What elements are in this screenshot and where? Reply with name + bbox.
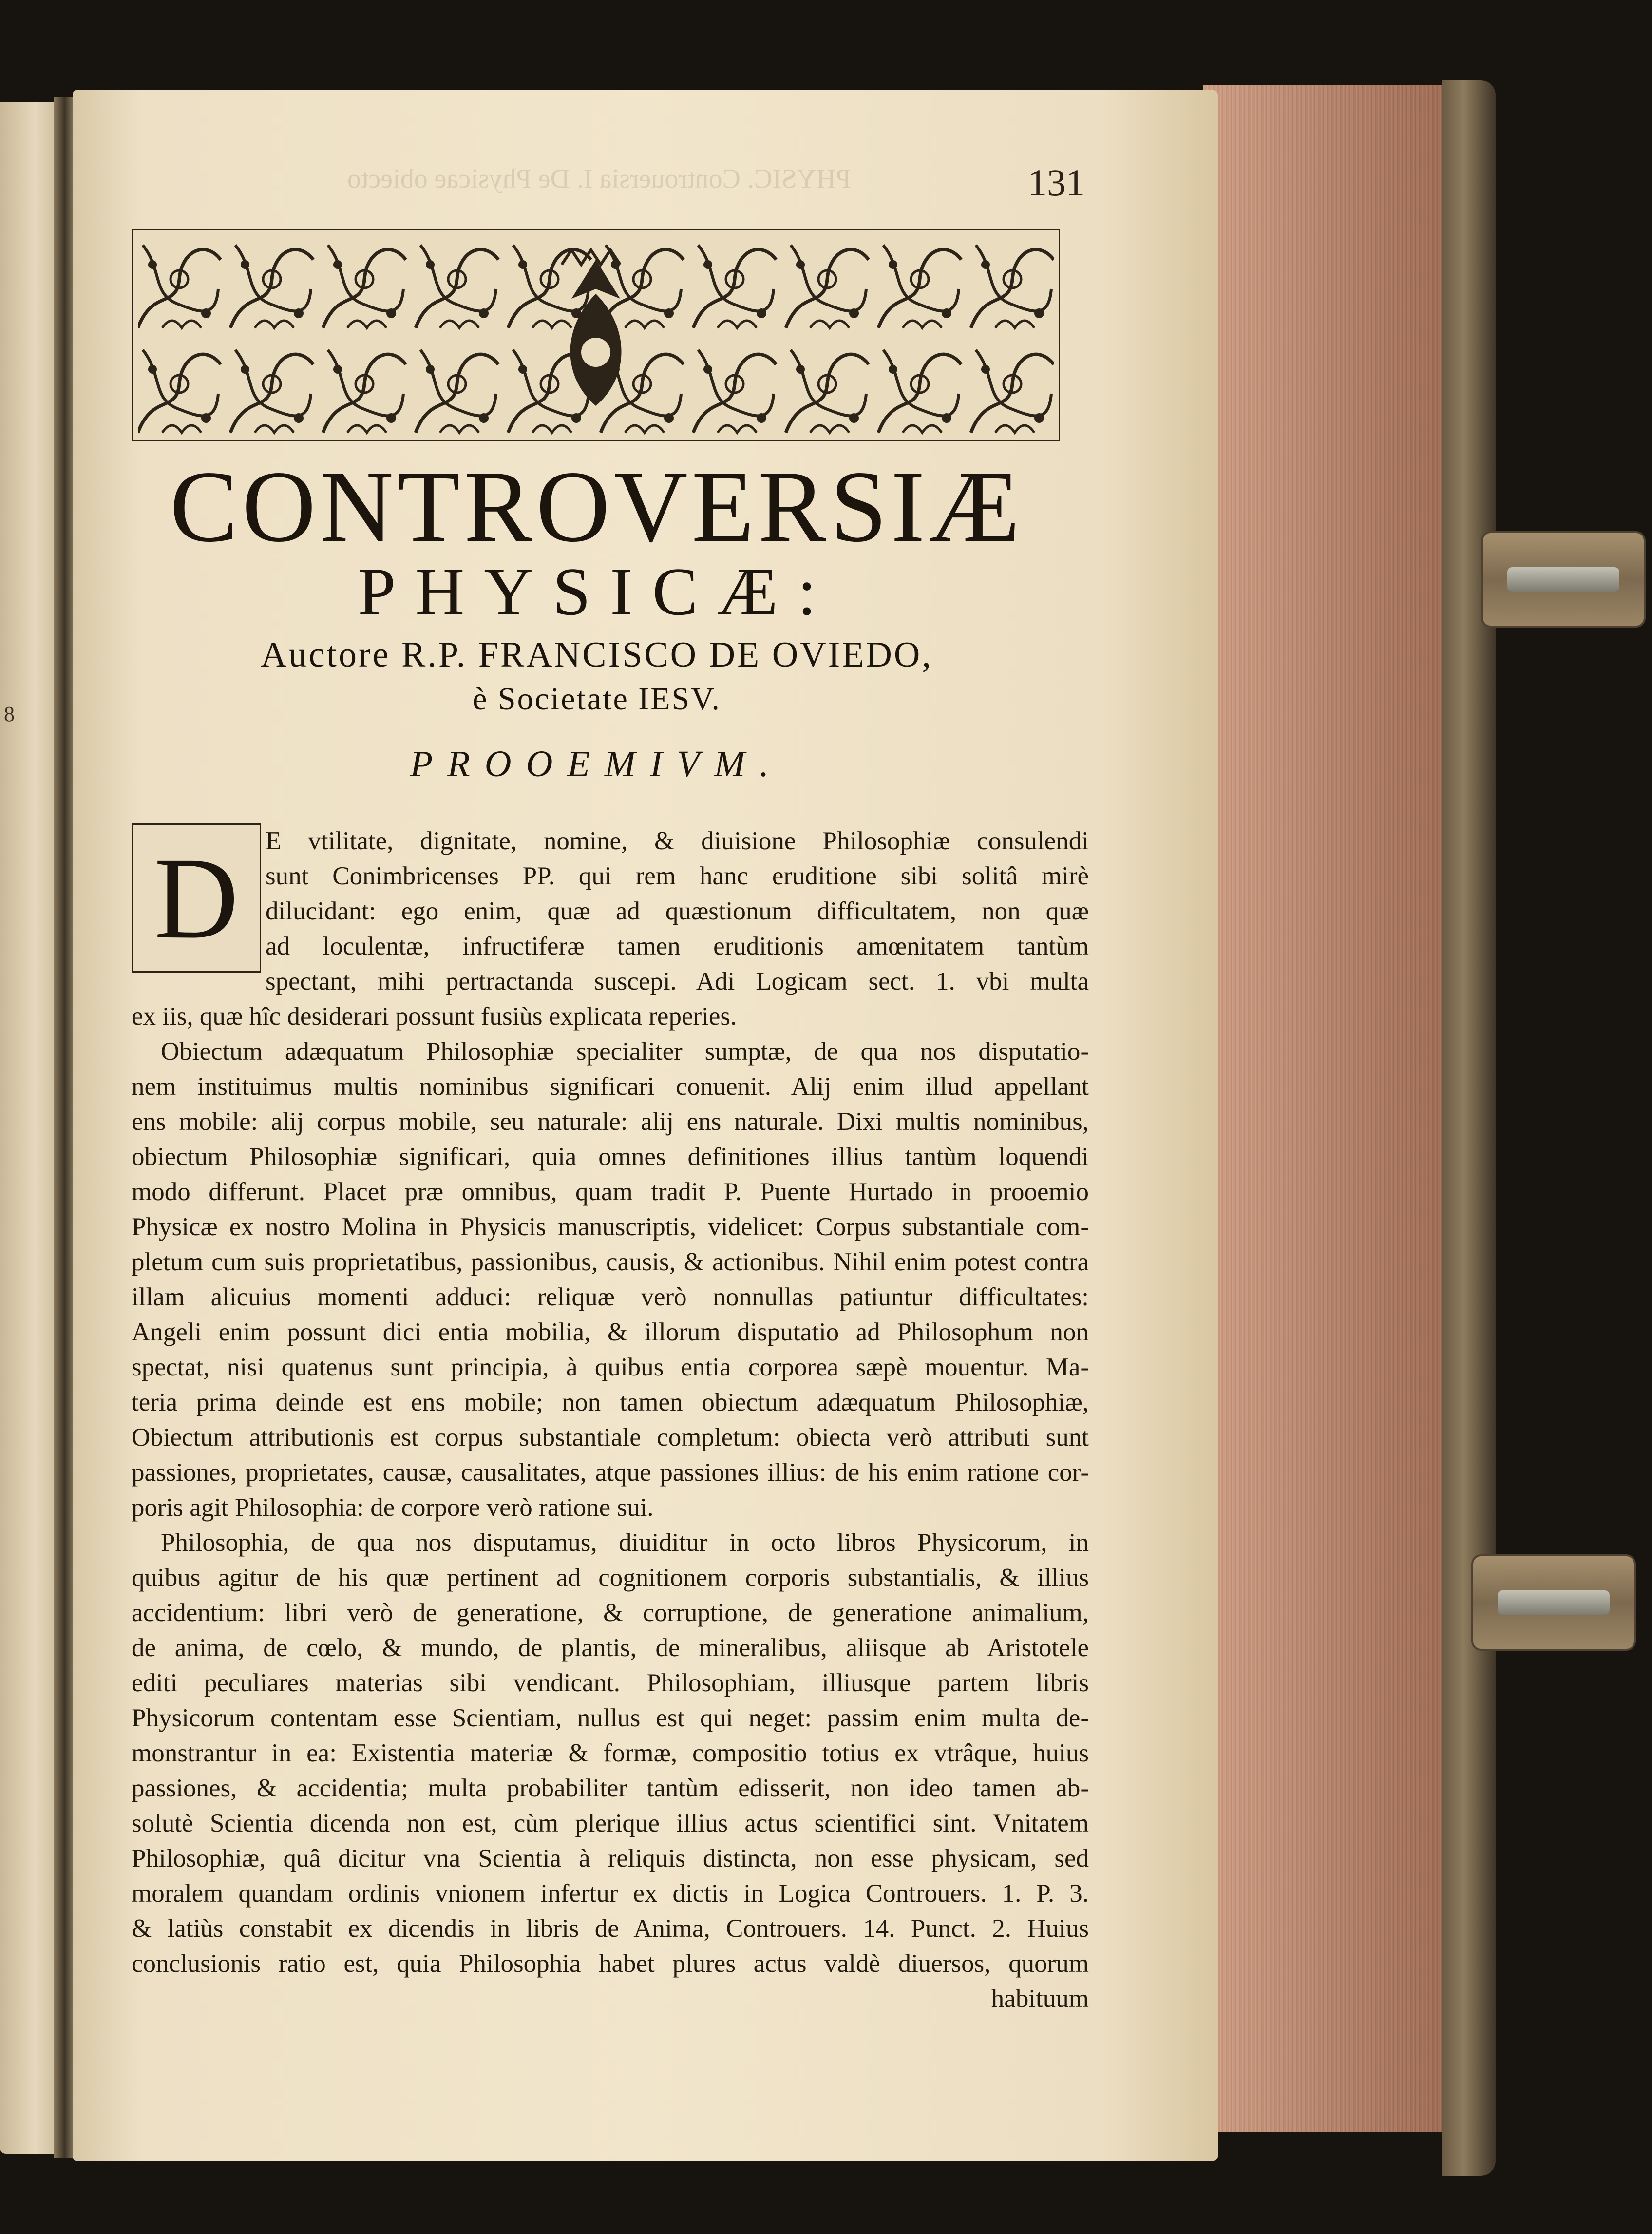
- body-line: solutè Scientia dicenda non est, cùm plerique illius actus scientifici sint. Vnitatem: [132, 1809, 1089, 1837]
- body-line: E vtilitate, dignitate, nomine, & diuisione Philosophiæ consulendi: [266, 827, 1089, 855]
- body-line: dilucidant: ego enim, quæ ad quæstionum difficultatem, non quæ: [266, 897, 1089, 925]
- body-line: modo differunt. Placet præ omnibus, quam tradit P. Puente Hurtado in prooemio: [132, 1178, 1089, 1206]
- body-line: Philosophia, de qua nos disputamus, diuiditur in octo libros Physicorum, in: [161, 1528, 1089, 1557]
- body-line: quibus agitur de his quæ pertinent ad cognitionem corporis substantialis, & illius: [132, 1564, 1089, 1592]
- body-line: monstrantur in ea: Existentia materiæ & formæ, compositio totius ex vtrâque, huius: [132, 1739, 1089, 1767]
- bottom-clasp: [1471, 1554, 1636, 1651]
- body-line: sunt Conimbricenses PP. qui rem hanc eruditione sibi solitâ mirè: [266, 862, 1089, 890]
- body-line: Philosophiæ, quâ dicitur vna Scientia à reliquis distincta, non esse physicam, sed: [132, 1844, 1089, 1872]
- ornamental-headpiece: [132, 229, 1060, 441]
- top-clasp: [1481, 531, 1646, 628]
- body-line: nem instituimus multis nominibus significari conuenit. Alij enim illud appellant: [132, 1072, 1089, 1101]
- body-line: conclusionis ratio est, quia Philosophia habet plures actus valdè diuersos, quorum: [132, 1949, 1089, 1978]
- body-line: de anima, de cœlo, & mundo, de plantis, de mineralibus, aliisque ab Aristotele: [132, 1634, 1089, 1662]
- decorated-initial: [132, 823, 261, 973]
- show-through-running-head: PHYSIC. Controuersia I. De Physicae obiecto: [347, 164, 852, 194]
- body-line: & latiùs constabit ex dicendis in libris de Anima, Controuers. 14. Punct. 2. Huius: [132, 1914, 1089, 1943]
- page-fore-edge: [1203, 85, 1460, 2132]
- body-line: ex iis, quæ hîc desiderari possunt fusiùs explicata reperies.: [132, 1002, 737, 1031]
- initial-letter: D: [154, 833, 239, 963]
- body-line: passiones, proprietates, causæ, causalitates, atque passiones illius: de his enim ratione cor-: [132, 1458, 1089, 1487]
- page-number: 131: [1028, 161, 1085, 204]
- body-line: illam alicuius momenti adduci: reliquæ verò nonnullas patiuntur difficultates:: [132, 1283, 1089, 1311]
- left-page-edge: [0, 102, 58, 2154]
- body-line: Physicæ ex nostro Molina in Physicis manuscriptis, videlicet: Corpus substantiale com-: [132, 1213, 1089, 1241]
- body-line: editi peculiares materias sibi vendicant. Philosophiam, illiusque partem libris: [132, 1669, 1089, 1697]
- body-line: passiones, & accidentia; multa probabiliter tantùm edisserit, non ideo tamen ab-: [132, 1774, 1089, 1802]
- book-title: CONTROVERSIÆ: [170, 450, 1024, 563]
- catchword: habituum: [991, 1985, 1089, 2013]
- body-line: ens mobile: alij corpus mobile, seu naturale: alij ens naturale. Dixi multis nominibus,: [132, 1107, 1089, 1136]
- body-line: Obiectum attributionis est corpus substantiale completum: obiecta verò attributi sunt: [132, 1423, 1089, 1451]
- body-line: spectat, nisi quatenus sunt principia, à quibus entia corporea sæpè mouentur. Ma-: [132, 1353, 1089, 1381]
- body-line: Obiectum adæquatum Philosophiæ specialiter sumptæ, de qua nos disputatio-: [161, 1037, 1089, 1066]
- book-cover-edge: [1442, 80, 1496, 2176]
- body-line: Physicorum contentam esse Scientiam, nullus est qui neget: passim enim multa de-: [132, 1704, 1089, 1732]
- author-line: Auctore R.P. FRANCISCO DE OVIEDO,: [261, 635, 933, 675]
- body-line: spectant, mihi pertractanda suscepi. Adi Logicam sect. 1. vbi multa: [266, 967, 1089, 995]
- society-line: è Societate IESV.: [473, 681, 721, 717]
- book-subtitle: PHYSICÆ:: [358, 554, 836, 630]
- body-line: teria prima deinde est ens mobile; non tamen obiectum adæquatum Philosophiæ,: [132, 1388, 1089, 1416]
- body-line: poris agit Philosophia: de corpore verò ratione sui.: [132, 1493, 654, 1522]
- body-line: moralem quandam ordinis vnionem infertur ex dictis in Logica Controuers. 1. P. 3.: [132, 1879, 1089, 1908]
- body-line: accidentium: libri verò de generatione, & corruptione, de generatione animalium,: [132, 1599, 1089, 1627]
- body-line: Angeli enim possunt dici entia mobilia, & illorum disputatio ad Philosophum non: [132, 1318, 1089, 1346]
- body-line: ad loculentæ, infructiferæ tamen eruditionis amœnitatem tantùm: [266, 932, 1089, 960]
- left-margin-mark: 8: [4, 702, 15, 726]
- body-line: obiectum Philosophiæ significari, quia omnes definitiones illius tantùm loquendi: [132, 1143, 1089, 1171]
- body-line: pletum cum suis proprietatibus, passionibus, causis, & actionibus. Nihil enim potest contra: [132, 1248, 1089, 1276]
- section-heading: PROOEMIVM.: [410, 744, 784, 784]
